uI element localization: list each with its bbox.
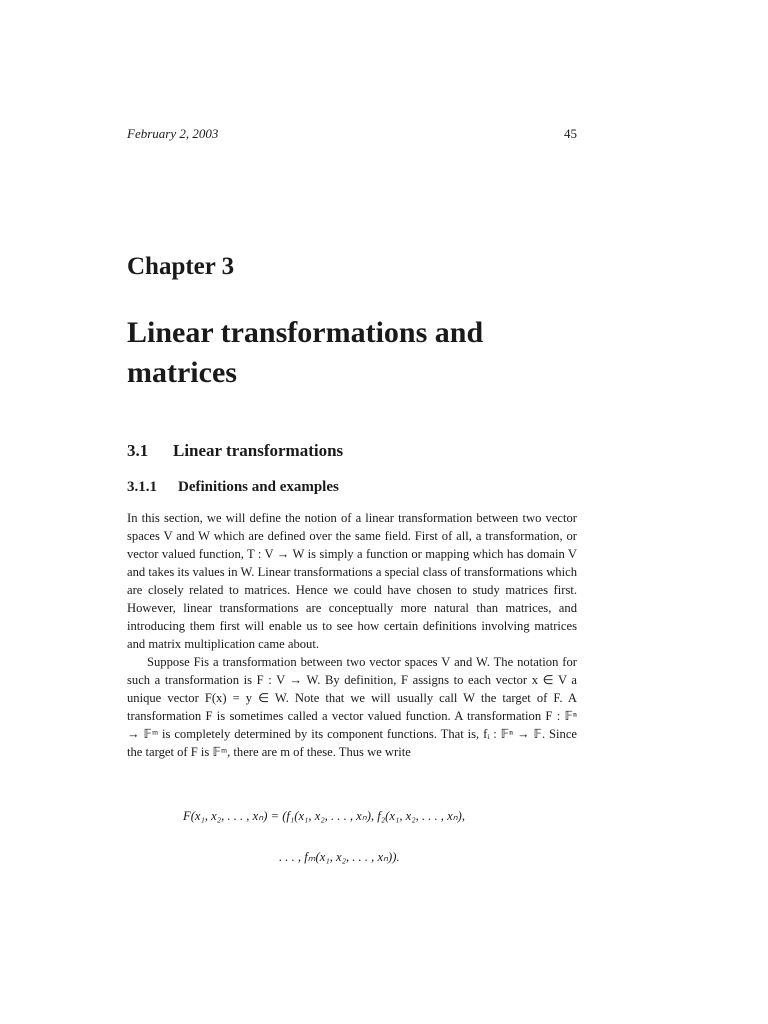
subsection-number: 3.1.1 [127, 479, 157, 495]
chapter-label: Chapter 3 [127, 253, 235, 280]
running-header [127, 126, 577, 142]
equation-line-1: F(x₁, x₂, . . . , xₙ) = (f₁(x₁, x₂, . . . , xₙ), f₂(x₁, x₂, . . . , xₙ), [183, 809, 466, 823]
subsection-heading [127, 479, 339, 496]
paragraph-2: Suppose Fis a transformation between two vector spaces V and W. The notation for such a transformation is F : V → W. By definition, F assigns to each vector x ∈ V a unique vector F(x) = y ∈ W. Note that we will usually call W the target of F. A transformation F is sometimes called a vector valued function. A transformation F : 𝔽ⁿ → 𝔽ᵐ is completely determined by its component functions. That is, fᵢ : 𝔽ⁿ → 𝔽. Since the target of F is 𝔽ᵐ, there are m of these. Thus we write [127, 655, 577, 759]
equation-line-2: . . . , fₘ(x₁, x₂, . . . , xₙ)). [279, 850, 400, 864]
section-title: Linear transformations [173, 441, 344, 460]
document-page [127, 0, 577, 1024]
page-number: 45 [564, 126, 577, 141]
header-date: February 2, 2003 [127, 126, 219, 141]
chapter-title: Linear transformations and matrices [127, 316, 484, 389]
paragraph-1: In this section, we will define the notion of a linear transformation between two vector spaces V and W which are defined over the same field. First of all, a transformation, or vector valued function, T : V → W is simply a function or mapping which has domain V and takes its values in W. Linear transformations a special class of transformations which are closely related to matrices. Hence we could have chosen to study matrices first. However, linear transformations are conceptually more natural than matrices, and introducing them first will enable us to see how certain definitions involving matrices and matrix multiplication came about. [127, 511, 577, 651]
body-text [127, 509, 577, 761]
section-heading [127, 441, 343, 461]
subsection-title: Definitions and examples [178, 479, 339, 495]
section-number: 3.1 [127, 441, 149, 460]
